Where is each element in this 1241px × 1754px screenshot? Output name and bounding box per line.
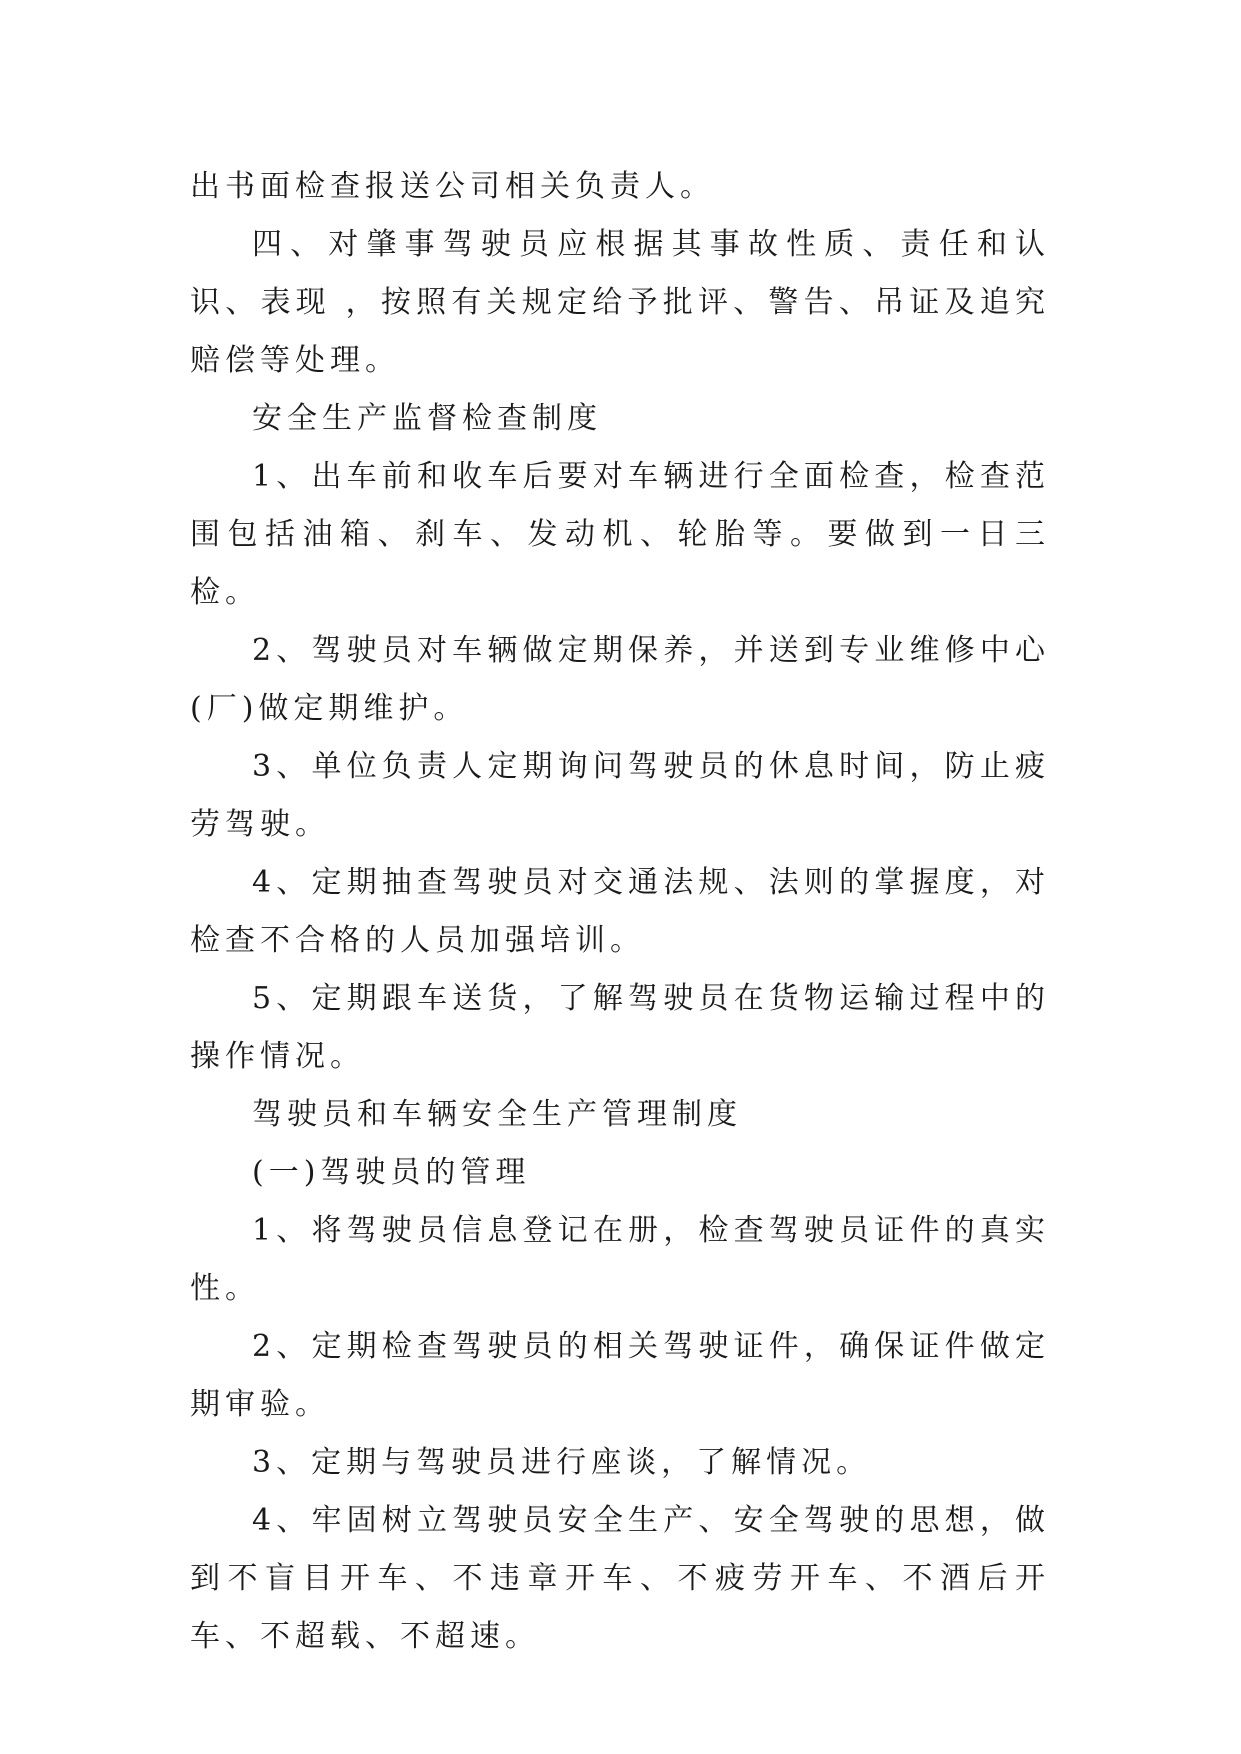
paragraph-item-four: 四、对肇事驾驶员应根据其事故性质、责任和认识、表现 ，按照有关规定给予批评、警告、吊证及追究赔偿等处理。 (190, 227, 1050, 378)
paragraph-driver-2: 2、定期检查驾驶员的相关驾驶证件，确保证件做定期审验。 (190, 1329, 1050, 1422)
section-heading-supervision: 安全生产监督检查制度 (252, 401, 602, 436)
paragraph-driver-4: 4、牢固树立驾驶员安全生产、安全驾驶的思想，做到不盲目开车、不违章开车、不疲劳开车、不酒后开车、不超载、不超速。 (190, 1503, 1050, 1654)
paragraph-supervision-4: 4、定期抽查驾驶员对交通法规、法则的掌握度，对检查不合格的人员加强培训。 (190, 865, 1050, 958)
paragraph-supervision-3: 3、单位负责人定期询问驾驶员的休息时间，防止疲劳驾驶。 (190, 749, 1050, 842)
paragraph-supervision-5: 5、定期跟车送货，了解驾驶员在货物运输过程中的操作情况。 (190, 981, 1050, 1074)
paragraph-driver-1: 1、将驾驶员信息登记在册，检查驾驶员证件的真实性。 (190, 1213, 1050, 1306)
paragraph-driver-3: 3、定期与驾驶员进行座谈，了解情况。 (252, 1445, 872, 1480)
subsection-heading-driver-management: (一)驾驶员的管理 (252, 1155, 531, 1190)
document-body (190, 158, 1050, 1666)
section-heading-driver-vehicle: 驾驶员和车辆安全生产管理制度 (252, 1097, 742, 1132)
paragraph-supervision-1: 1、出车前和收车后要对车辆进行全面检查，检查范围包括油箱、刹车、发动机、轮胎等。要做到一日三检。 (190, 459, 1050, 610)
paragraph-continuation: 出书面检查报送公司相关负责人。 (190, 169, 715, 204)
paragraph-supervision-2: 2、驾驶员对车辆做定期保养，并送到专业维修中心(厂)做定期维护。 (190, 633, 1050, 726)
